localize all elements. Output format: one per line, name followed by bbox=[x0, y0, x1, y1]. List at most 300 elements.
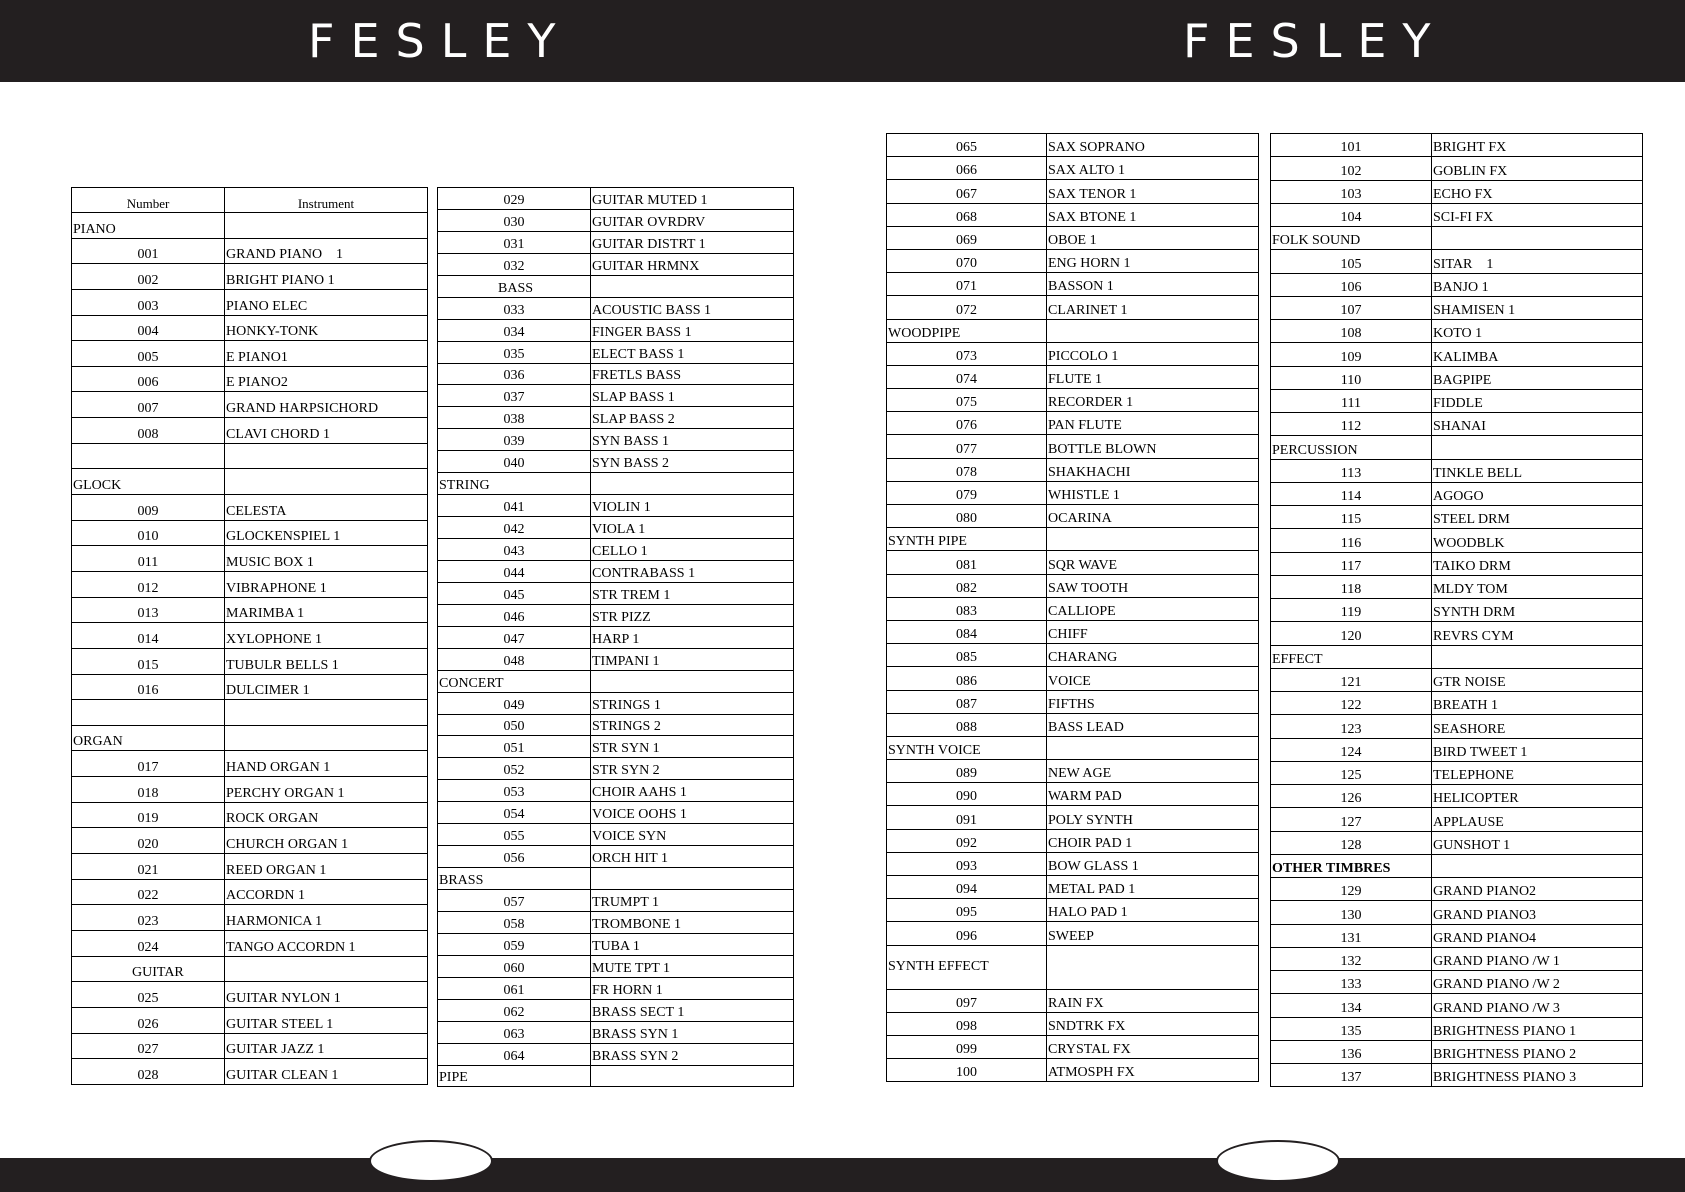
timbre-number: 031 bbox=[438, 231, 591, 253]
instrument-name: ENG HORN 1 bbox=[1047, 249, 1259, 272]
footer-bar bbox=[0, 1158, 1685, 1192]
timbre-number: 125 bbox=[1271, 761, 1432, 784]
instrument-name: CALLIOPE bbox=[1047, 597, 1259, 620]
instrument-name: VOICE SYN bbox=[591, 824, 794, 846]
instrument-name: VOICE OOHS 1 bbox=[591, 802, 794, 824]
timbre-number: 130 bbox=[1271, 901, 1432, 924]
category-row bbox=[887, 736, 1259, 759]
timbre-number: 087 bbox=[887, 690, 1047, 713]
timbre-number: 095 bbox=[887, 899, 1047, 922]
timbre-number: 038 bbox=[438, 407, 591, 429]
instrument-name: GUITAR JAZZ 1 bbox=[225, 1033, 428, 1059]
instrument-name: VOICE bbox=[1047, 667, 1259, 690]
instrument-name: WOODBLK bbox=[1432, 529, 1643, 552]
category-row bbox=[1271, 645, 1643, 668]
instrument-name: E PIANO2 bbox=[225, 366, 428, 392]
table-row bbox=[438, 999, 794, 1021]
timbre-number: 100 bbox=[887, 1059, 1047, 1082]
instrument-name: CONTRABASS 1 bbox=[591, 560, 794, 582]
timbre-number: 110 bbox=[1271, 366, 1432, 389]
timbre-number: 077 bbox=[887, 435, 1047, 458]
instrument-name: GUITAR HRMNX bbox=[591, 253, 794, 275]
timbre-number: 129 bbox=[1271, 878, 1432, 901]
instrument-name: BRIGHTNESS PIANO 2 bbox=[1432, 1040, 1643, 1063]
table-row bbox=[887, 551, 1259, 574]
table-row bbox=[438, 451, 794, 473]
table-row bbox=[72, 905, 428, 931]
table-row bbox=[1271, 738, 1643, 761]
instrument-name: CHOIR PAD 1 bbox=[1047, 829, 1259, 852]
table-row bbox=[887, 458, 1259, 481]
timbre-number: 048 bbox=[438, 648, 591, 670]
table-row bbox=[887, 365, 1259, 388]
table-row bbox=[72, 802, 428, 828]
category-label: WOODPIPE bbox=[887, 319, 1047, 342]
instrument-name: DULCIMER 1 bbox=[225, 674, 428, 700]
timbre-number: 027 bbox=[72, 1033, 225, 1059]
category-label: STRING bbox=[438, 473, 591, 495]
table-row bbox=[438, 758, 794, 780]
category-row bbox=[72, 725, 428, 751]
timbre-number: 050 bbox=[438, 714, 591, 736]
timbre-number: 013 bbox=[72, 597, 225, 623]
instrument-name: KOTO 1 bbox=[1432, 320, 1643, 343]
table-row bbox=[887, 852, 1259, 875]
category-label: FOLK SOUND bbox=[1271, 227, 1432, 250]
table-row bbox=[72, 854, 428, 880]
instrument-name bbox=[591, 275, 794, 297]
timbre-number: 065 bbox=[887, 134, 1047, 157]
table-row bbox=[438, 429, 794, 451]
table-row bbox=[1271, 971, 1643, 994]
timbre-number: 055 bbox=[438, 824, 591, 846]
table-row bbox=[1271, 715, 1643, 738]
timbre-number: 047 bbox=[438, 626, 591, 648]
category-label: GLOCK bbox=[72, 469, 225, 495]
table-row bbox=[438, 539, 794, 561]
instrument-name: GUITAR MUTED 1 bbox=[591, 188, 794, 210]
instrument-name: STRINGS 1 bbox=[591, 692, 794, 714]
category-row bbox=[72, 469, 428, 495]
timbre-number: 111 bbox=[1271, 389, 1432, 412]
timbre-number: 084 bbox=[887, 620, 1047, 643]
table-row bbox=[438, 253, 794, 275]
table-row bbox=[887, 273, 1259, 296]
timbre-number: 096 bbox=[887, 922, 1047, 945]
timbre-number: 080 bbox=[887, 505, 1047, 528]
category-label: ORGAN bbox=[72, 725, 225, 751]
timbre-number: 004 bbox=[72, 315, 225, 341]
table-row bbox=[1271, 831, 1643, 854]
instrument-name: REVRS CYM bbox=[1432, 622, 1643, 645]
timbre-number: 128 bbox=[1271, 831, 1432, 854]
timbre-number: 001 bbox=[72, 238, 225, 264]
timbre-number: 127 bbox=[1271, 808, 1432, 831]
instrument-name bbox=[1432, 436, 1643, 459]
timbre-number: 020 bbox=[72, 828, 225, 854]
table-row bbox=[1271, 506, 1643, 529]
table-row bbox=[1271, 343, 1643, 366]
table-row bbox=[887, 620, 1259, 643]
timbre-number: 063 bbox=[438, 1021, 591, 1043]
instrument-name: PIANO ELEC bbox=[225, 289, 428, 315]
timbre-number: 103 bbox=[1271, 180, 1432, 203]
header-bar bbox=[0, 0, 1685, 82]
table-row bbox=[72, 623, 428, 649]
table-row bbox=[72, 674, 428, 700]
instrument-name bbox=[1047, 736, 1259, 759]
timbre-number: 091 bbox=[887, 806, 1047, 829]
instrument-name: SHANAI bbox=[1432, 413, 1643, 436]
instrument-name: BRIGHT PIANO 1 bbox=[225, 264, 428, 290]
table-row bbox=[1271, 320, 1643, 343]
table-row bbox=[438, 604, 794, 626]
table-row bbox=[887, 713, 1259, 736]
instrument-name: MLDY TOM bbox=[1432, 575, 1643, 598]
instrument-name: RAIN FX bbox=[1047, 989, 1259, 1012]
table-row bbox=[438, 188, 794, 210]
table-row bbox=[1271, 622, 1643, 645]
table-row bbox=[887, 829, 1259, 852]
table-row bbox=[72, 546, 428, 572]
table-row bbox=[887, 1059, 1259, 1082]
table-row bbox=[72, 828, 428, 854]
instrument-name bbox=[225, 700, 428, 726]
timbre-number: 115 bbox=[1271, 506, 1432, 529]
instrument-name: SAX BTONE 1 bbox=[1047, 203, 1259, 226]
instrument-name: FINGER BASS 1 bbox=[591, 319, 794, 341]
timbre-table-4 bbox=[1270, 133, 1643, 1087]
column-header-instrument: Instrument bbox=[225, 188, 428, 213]
table-row bbox=[438, 1021, 794, 1043]
table-row bbox=[887, 922, 1259, 945]
instrument-name: MUTE TPT 1 bbox=[591, 955, 794, 977]
table-row bbox=[72, 418, 428, 444]
instrument-name: RECORDER 1 bbox=[1047, 389, 1259, 412]
instrument-name: ATMOSPH FX bbox=[1047, 1059, 1259, 1082]
timbre-number: 068 bbox=[887, 203, 1047, 226]
table-row bbox=[1271, 459, 1643, 482]
table-row bbox=[1271, 878, 1643, 901]
table-row bbox=[438, 802, 794, 824]
table-row bbox=[72, 392, 428, 418]
category-label: SYNTH EFFECT bbox=[887, 945, 1047, 989]
timbre-number: 024 bbox=[72, 930, 225, 956]
timbre-number: 026 bbox=[72, 1007, 225, 1033]
table-row bbox=[438, 209, 794, 231]
timbre-number: 010 bbox=[72, 520, 225, 546]
instrument-name: BRASS SECT 1 bbox=[591, 999, 794, 1021]
table-row bbox=[438, 231, 794, 253]
instrument-name: SLAP BASS 1 bbox=[591, 385, 794, 407]
category-row bbox=[887, 319, 1259, 342]
table-row bbox=[1271, 273, 1643, 296]
table-row bbox=[1271, 180, 1643, 203]
table-row bbox=[1271, 482, 1643, 505]
instrument-name: SYN BASS 2 bbox=[591, 451, 794, 473]
instrument-name: GLOCKENSPIEL 1 bbox=[225, 520, 428, 546]
instrument-name: VIOLA 1 bbox=[591, 517, 794, 539]
instrument-name: GOBLIN FX bbox=[1432, 157, 1643, 180]
table-row bbox=[72, 648, 428, 674]
instrument-name: PERCHY ORGAN 1 bbox=[225, 777, 428, 803]
timbre-number: 076 bbox=[887, 412, 1047, 435]
instrument-name: CLARINET 1 bbox=[1047, 296, 1259, 319]
column-header-number: Number bbox=[72, 188, 225, 213]
timbre-number: 117 bbox=[1271, 552, 1432, 575]
timbre-number: 030 bbox=[438, 209, 591, 231]
timbre-number: 028 bbox=[72, 1059, 225, 1085]
table-row bbox=[72, 1007, 428, 1033]
timbre-number: 017 bbox=[72, 751, 225, 777]
timbre-number: 035 bbox=[438, 341, 591, 363]
timbre-number: 042 bbox=[438, 517, 591, 539]
instrument-name: GUITAR DISTRT 1 bbox=[591, 231, 794, 253]
timbre-number: 053 bbox=[438, 780, 591, 802]
instrument-name: BRIGHT FX bbox=[1432, 134, 1643, 157]
table-row bbox=[887, 296, 1259, 319]
timbre-number: 116 bbox=[1271, 529, 1432, 552]
timbre-number: 113 bbox=[1271, 459, 1432, 482]
instrument-name: HALO PAD 1 bbox=[1047, 899, 1259, 922]
instrument-name: GUITAR OVRDRV bbox=[591, 209, 794, 231]
table-row bbox=[1271, 808, 1643, 831]
table-row bbox=[72, 495, 428, 521]
instrument-name: FLUTE 1 bbox=[1047, 365, 1259, 388]
timbre-number: 101 bbox=[1271, 134, 1432, 157]
timbre-number: 015 bbox=[72, 648, 225, 674]
instrument-name: STEEL DRM bbox=[1432, 506, 1643, 529]
timbre-number: 090 bbox=[887, 783, 1047, 806]
table-row bbox=[887, 412, 1259, 435]
timbre-number: 094 bbox=[887, 876, 1047, 899]
table-row bbox=[887, 505, 1259, 528]
table-row bbox=[887, 157, 1259, 180]
instrument-name: GRAND HARPSICHORD bbox=[225, 392, 428, 418]
instrument-name: BRIGHTNESS PIANO 3 bbox=[1432, 1064, 1643, 1087]
table-row bbox=[1271, 599, 1643, 622]
table-row bbox=[887, 597, 1259, 620]
timbre-number: 072 bbox=[887, 296, 1047, 319]
instrument-name: GRAND PIANO2 bbox=[1432, 878, 1643, 901]
table-row bbox=[438, 846, 794, 868]
table-row bbox=[1271, 901, 1643, 924]
instrument-name bbox=[1047, 319, 1259, 342]
timbre-number: 019 bbox=[72, 802, 225, 828]
timbre-number: 062 bbox=[438, 999, 591, 1021]
timbre-number: 003 bbox=[72, 289, 225, 315]
instrument-name: MARIMBA 1 bbox=[225, 597, 428, 623]
table-row bbox=[887, 574, 1259, 597]
instrument-name: MUSIC BOX 1 bbox=[225, 546, 428, 572]
timbre-number: 108 bbox=[1271, 320, 1432, 343]
table-row bbox=[887, 783, 1259, 806]
instrument-name: GRAND PIANO /W 1 bbox=[1432, 947, 1643, 970]
instrument-name: BAGPIPE bbox=[1432, 366, 1643, 389]
timbre-number: 008 bbox=[72, 418, 225, 444]
timbre-number: 114 bbox=[1271, 482, 1432, 505]
table-row bbox=[887, 249, 1259, 272]
instrument-name: TUBULR BELLS 1 bbox=[225, 648, 428, 674]
table-row bbox=[887, 667, 1259, 690]
timbre-number: 069 bbox=[887, 226, 1047, 249]
timbre-number: 046 bbox=[438, 604, 591, 626]
timbre-number: 059 bbox=[438, 933, 591, 955]
table-row bbox=[1271, 296, 1643, 319]
timbre-number: 122 bbox=[1271, 692, 1432, 715]
category-label: CONCERT bbox=[438, 670, 591, 692]
page-number-left bbox=[369, 1140, 493, 1182]
timbre-number: 051 bbox=[438, 736, 591, 758]
instrument-name: CLAVI CHORD 1 bbox=[225, 418, 428, 444]
instrument-name: WHISTLE 1 bbox=[1047, 481, 1259, 504]
instrument-name bbox=[225, 443, 428, 469]
table-row bbox=[887, 899, 1259, 922]
instrument-name: SHAMISEN 1 bbox=[1432, 296, 1643, 319]
timbre-number: 126 bbox=[1271, 785, 1432, 808]
timbre-number: 023 bbox=[72, 905, 225, 931]
instrument-name: BREATH 1 bbox=[1432, 692, 1643, 715]
timbre-number: 089 bbox=[887, 760, 1047, 783]
category-label: GUITAR bbox=[72, 956, 225, 982]
timbre-number: 070 bbox=[887, 249, 1047, 272]
table-row bbox=[72, 315, 428, 341]
table-row bbox=[1271, 575, 1643, 598]
timbre-number: 081 bbox=[887, 551, 1047, 574]
table-row bbox=[72, 289, 428, 315]
timbre-number: 075 bbox=[887, 389, 1047, 412]
table-row bbox=[438, 648, 794, 670]
instrument-name: VIOLIN 1 bbox=[591, 495, 794, 517]
instrument-name: ACCORDN 1 bbox=[225, 879, 428, 905]
instrument-name: AGOGO bbox=[1432, 482, 1643, 505]
timbre-number: 052 bbox=[438, 758, 591, 780]
timbre-number: 033 bbox=[438, 297, 591, 319]
instrument-name: GRAND PIANO /W 2 bbox=[1432, 971, 1643, 994]
table-row bbox=[72, 777, 428, 803]
table-row bbox=[1271, 250, 1643, 273]
instrument-name: PICCOLO 1 bbox=[1047, 342, 1259, 365]
instrument-name: HAND ORGAN 1 bbox=[225, 751, 428, 777]
instrument-name bbox=[225, 956, 428, 982]
instrument-name: SHAKHACHI bbox=[1047, 458, 1259, 481]
table-row bbox=[1271, 134, 1643, 157]
instrument-name: SCI-FI FX bbox=[1432, 203, 1643, 226]
table-row bbox=[438, 626, 794, 648]
table-row bbox=[887, 690, 1259, 713]
category-row bbox=[1271, 854, 1643, 877]
table-row bbox=[887, 989, 1259, 1012]
timbre-number: 088 bbox=[887, 713, 1047, 736]
instrument-name: FR HORN 1 bbox=[591, 977, 794, 999]
instrument-name: GUNSHOT 1 bbox=[1432, 831, 1643, 854]
table-row bbox=[72, 341, 428, 367]
table-row bbox=[438, 385, 794, 407]
table-row bbox=[72, 571, 428, 597]
table-row bbox=[72, 1033, 428, 1059]
instrument-name: FIDDLE bbox=[1432, 389, 1643, 412]
instrument-name bbox=[225, 213, 428, 239]
timbre-number: 021 bbox=[72, 854, 225, 880]
instrument-name: FRETLS BASS bbox=[591, 363, 794, 385]
instrument-name: TUBA 1 bbox=[591, 933, 794, 955]
brand-logo-right: FESLEY bbox=[1183, 14, 1447, 68]
category-row bbox=[1271, 227, 1643, 250]
table-row bbox=[1271, 413, 1643, 436]
timbre-number: 121 bbox=[1271, 668, 1432, 691]
table-row bbox=[438, 824, 794, 846]
instrument-name bbox=[591, 868, 794, 890]
timbre-number: 124 bbox=[1271, 738, 1432, 761]
instrument-name: BASS LEAD bbox=[1047, 713, 1259, 736]
instrument-name: REED ORGAN 1 bbox=[225, 854, 428, 880]
timbre-number: 049 bbox=[438, 692, 591, 714]
table-row bbox=[1271, 157, 1643, 180]
table-row bbox=[438, 955, 794, 977]
instrument-name: CRYSTAL FX bbox=[1047, 1035, 1259, 1058]
timbre-number: 093 bbox=[887, 852, 1047, 875]
timbre-number: 039 bbox=[438, 429, 591, 451]
instrument-name: SNDTRK FX bbox=[1047, 1012, 1259, 1035]
table-row bbox=[1271, 529, 1643, 552]
table-row bbox=[72, 238, 428, 264]
instrument-name: CHIFF bbox=[1047, 620, 1259, 643]
table-row bbox=[887, 481, 1259, 504]
instrument-name: STR PIZZ bbox=[591, 604, 794, 626]
table-row bbox=[438, 890, 794, 912]
category-label: SYNTH PIPE bbox=[887, 528, 1047, 551]
instrument-name: POLY SYNTH bbox=[1047, 806, 1259, 829]
category-label: BASS bbox=[438, 275, 591, 297]
timbre-number: 007 bbox=[72, 392, 225, 418]
instrument-name: STR SYN 2 bbox=[591, 758, 794, 780]
table-row bbox=[887, 180, 1259, 203]
instrument-name: TIMPANI 1 bbox=[591, 648, 794, 670]
timbre-number: 058 bbox=[438, 911, 591, 933]
timbre-number: 136 bbox=[1271, 1040, 1432, 1063]
table-row bbox=[438, 736, 794, 758]
instrument-name: GRAND PIANO3 bbox=[1432, 901, 1643, 924]
table-row bbox=[1271, 668, 1643, 691]
timbre-number: 137 bbox=[1271, 1064, 1432, 1087]
instrument-name: VIBRAPHONE 1 bbox=[225, 571, 428, 597]
table-row bbox=[72, 930, 428, 956]
timbre-number: 079 bbox=[887, 481, 1047, 504]
timbre-number: 086 bbox=[887, 667, 1047, 690]
timbre-number: 011 bbox=[72, 546, 225, 572]
table-row bbox=[72, 982, 428, 1008]
timbre-table-1 bbox=[71, 187, 428, 1085]
instrument-name: CHARANG bbox=[1047, 644, 1259, 667]
timbre-number: 132 bbox=[1271, 947, 1432, 970]
instrument-name: TELEPHONE bbox=[1432, 761, 1643, 784]
table-row bbox=[72, 443, 428, 469]
instrument-name: CHURCH ORGAN 1 bbox=[225, 828, 428, 854]
table-row bbox=[438, 297, 794, 319]
instrument-name: WARM PAD bbox=[1047, 783, 1259, 806]
instrument-name: ELECT BASS 1 bbox=[591, 341, 794, 363]
category-row bbox=[438, 1065, 794, 1087]
instrument-name: GRAND PIANO 1 bbox=[225, 238, 428, 264]
table-header-row bbox=[72, 188, 428, 213]
table-row bbox=[887, 134, 1259, 157]
instrument-name: HELICOPTER bbox=[1432, 785, 1643, 808]
instrument-name: TRUMPT 1 bbox=[591, 890, 794, 912]
table-row bbox=[1271, 552, 1643, 575]
timbre-number: 067 bbox=[887, 180, 1047, 203]
table-row bbox=[72, 366, 428, 392]
instrument-name: TANGO ACCORDN 1 bbox=[225, 930, 428, 956]
